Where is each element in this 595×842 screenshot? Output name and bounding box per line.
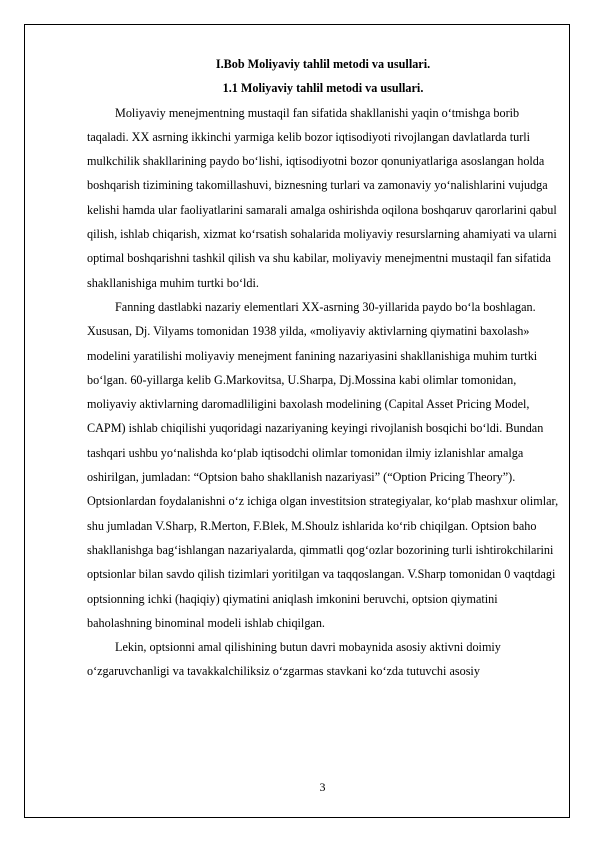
paragraph-2: Fanning dastlabki nazariy elementlari XX-asrning 30-yillarida paydo boʻla boshlagan. Xususan, Dj. Vilyams tomonidan 1938 yilda, «moliyaviy aktivlarning qiymatini baxolash» modelini yaratilishi moliyaviy menejment fanining nazariyasini shakllanishiga muhim turtki boʻlgan. 60-yillarga kelib G.Markovitsa, U.Sharpa, Dj.Mossina kabi olimlar tomonidan, moliyaviy aktivlarning daromadliligini baxolash modelining (Capital Asset Pricing Model, CAPM) ishlab chiqilishi yuqoridagi nazariyaning keyingi rivojlanish bosqichi boʻldi. Bundan tashqari ushbu yoʻnalishda koʻplab iqtisodchi olimlar tomonidan ilmiy izlanishlar amalga oshirilgan, jumladan: “Optsion baho shakllanish nazariyasi” (“Option Pricing Theory”). Optsionlardan foydalanishni oʻz ichiga olgan investitsion strategiyalar, koʻplab mashxur olimlar, shu jumladan V.Sharp, R.Merton, F.Blek, M.Shoulz ishlarida koʻrib chiqilgan. Optsion baho shakllanishga bagʻishlangan nazariyalarda, qimmatli qogʻozlar bozorining turli ishtirokchilarini optsionlar bilan savdo qilish tizimlari yoritilgan va taqqoslangan. V.Sharp tomonidan 0 vaqtdagi optsionning ichki (haqiqiy) qiymatini aniqlash imkonini beruvchi, optsion qiymatini baholashning binominal modeli ishlab chiqilgan. [87,299,559,630]
document-body [87,52,559,684]
chapter-title: I.Bob Moliyaviy tahlil metodi va usullari. [215,57,431,71]
paragraph-3: Lekin, optsionni amal qilishining butun davri mobaynida asosiy aktivni doimiy oʻzgaruvchanligi va tavakkalchiliksiz oʻzgarmas stavkani koʻzda tutuvchi asosiy [87,640,501,679]
page-number: 3 [319,780,326,794]
section-title: 1.1 Moliyaviy tahlil metodi va usullari. [222,81,424,96]
paragraph-1: Moliyaviy menejmentning mustaqil fan sifatida shakllanishi yaqin oʻtmishga borib taqaladi. XX asrning ikkinchi yarmiga kelib bozor iqtisodiyoti rivojlangan davlatlarda turli mulkchilik shakllarining paydo boʻlishi, iqtisodiyotni bozor qonuniyatlariga asoslangan holda boshqarish tizimining takomillashuvi, biznesning turlari va zamonaviy yoʻnalishlarini vujudga kelishi hamda ular faoliyatlarini samarali amalga oshirishda oqilona boshqaruv qarorlarini qabul qilish, ishlab chiqarish, xizmat koʻrsatish sohalarida moliyaviy resurslarning ahamiyati va ularni optimal boshqarishni tashkil qilish va shu kabilar, moliyaviy menejmentni mustaqil fan sifatida shakllanishiga muhim turtki boʻldi. [87,105,557,290]
